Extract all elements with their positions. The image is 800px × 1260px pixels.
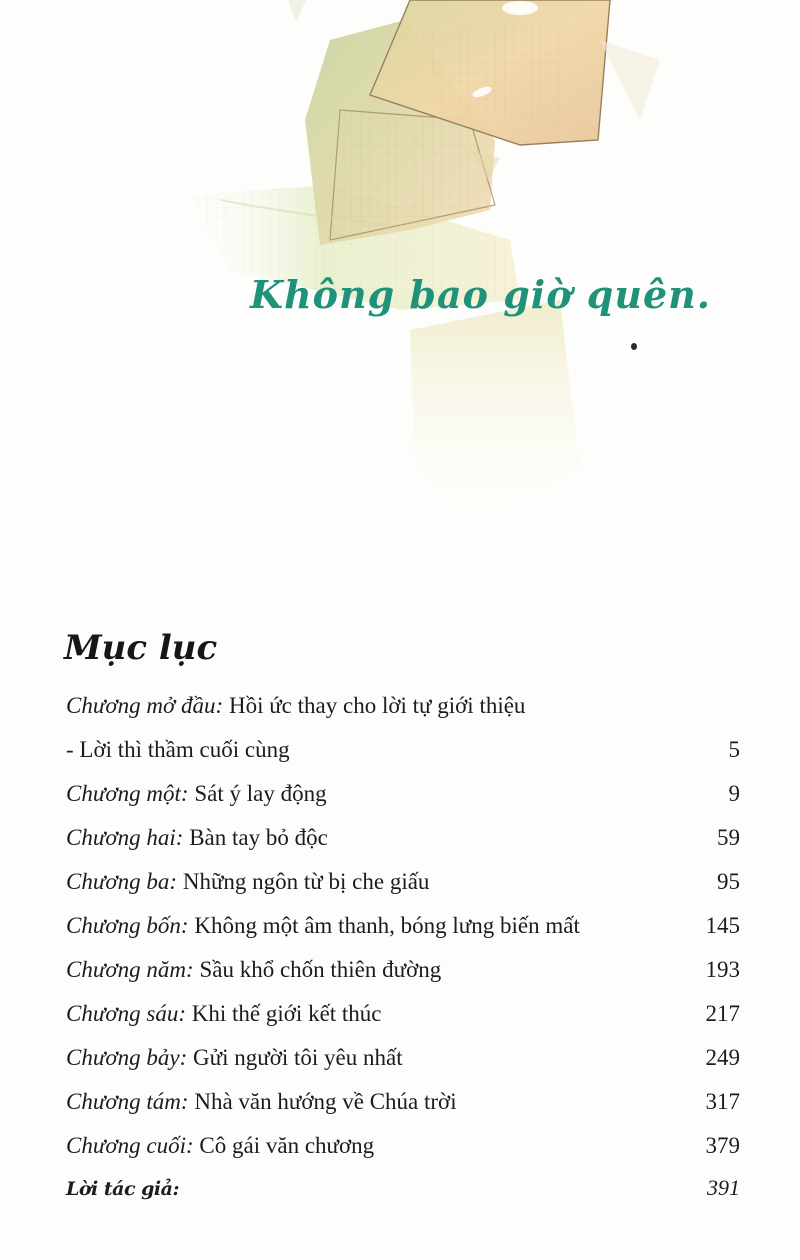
toc-entry-label: Chương mở đầu: — [66, 693, 224, 718]
toc-entry[interactable] — [66, 728, 740, 772]
toc-entry-label: Chương sáu: — [66, 1001, 187, 1026]
toc-entry[interactable] — [66, 684, 740, 728]
toc-entry-page: 9 — [728, 781, 740, 806]
toc-entry-label: Chương cuối: — [66, 1133, 194, 1158]
toc-entry[interactable] — [66, 1124, 740, 1168]
toc-entry-label: Chương bảy: — [66, 1045, 188, 1070]
toc-entry-page: 59 — [717, 825, 740, 850]
toc-entry-label: Chương bốn: — [66, 913, 189, 938]
table-of-contents — [66, 684, 740, 1208]
tagline: Không bao giờ quên. — [250, 272, 712, 317]
toc-entry-label: Chương năm: — [66, 957, 194, 982]
toc-entry-page: 249 — [705, 1045, 740, 1070]
toc-entry-title: Những ngôn từ bị che giấu — [182, 869, 430, 894]
toc-entry-title: Cô gái văn chương — [199, 1133, 375, 1158]
toc-entry-page: 145 — [705, 913, 740, 938]
toc-entry-title: Sát ý lay động — [194, 781, 327, 806]
toc-entry-label: Chương một: — [66, 781, 189, 806]
toc-afterword-page: 391 — [707, 1175, 740, 1200]
toc-entry-page: 379 — [705, 1133, 740, 1158]
toc-entry[interactable] — [66, 772, 740, 816]
toc-entry-label: Chương hai: — [66, 825, 184, 850]
toc-entry-title: Gửi người tôi yêu nhất — [193, 1045, 403, 1070]
toc-entry-title: Nhà văn hướng về Chúa trời — [194, 1089, 457, 1114]
toc-entry-title: - Lời thì thầm cuối cùng — [66, 737, 290, 762]
toc-entry-label: Chương tám: — [66, 1089, 189, 1114]
toc-entry-page: 317 — [705, 1089, 740, 1114]
toc-entry-title: Bàn tay bỏ độc — [189, 825, 328, 850]
toc-entry-title: Khi thế giới kết thúc — [191, 1001, 382, 1026]
toc-entry-title: Sầu khổ chốn thiên đường — [199, 957, 442, 982]
toc-entry-page: 5 — [728, 737, 740, 762]
toc-title: Mục lục — [64, 628, 218, 668]
toc-entry-title: Không một âm thanh, bóng lưng biến mất — [194, 913, 580, 938]
toc-afterword-label: Lời tác giả: — [66, 1178, 179, 1200]
toc-entry-page: 217 — [705, 1001, 740, 1026]
toc-entry[interactable] — [66, 904, 740, 948]
toc-entry[interactable] — [66, 816, 740, 860]
toc-entry[interactable] — [66, 1036, 740, 1080]
toc-entry[interactable] — [66, 1080, 740, 1124]
toc-entry-page: 193 — [705, 957, 740, 982]
toc-entry-title: Hồi ức thay cho lời tự giới thiệu — [228, 693, 526, 718]
decorative-dot — [631, 343, 637, 350]
toc-entry[interactable] — [66, 860, 740, 904]
toc-entry[interactable] — [66, 992, 740, 1036]
toc-entry-page: 95 — [717, 869, 740, 894]
toc-entry-label: Chương ba: — [66, 869, 178, 894]
toc-entry[interactable] — [66, 948, 740, 992]
toc-afterword-entry[interactable] — [66, 1168, 740, 1208]
